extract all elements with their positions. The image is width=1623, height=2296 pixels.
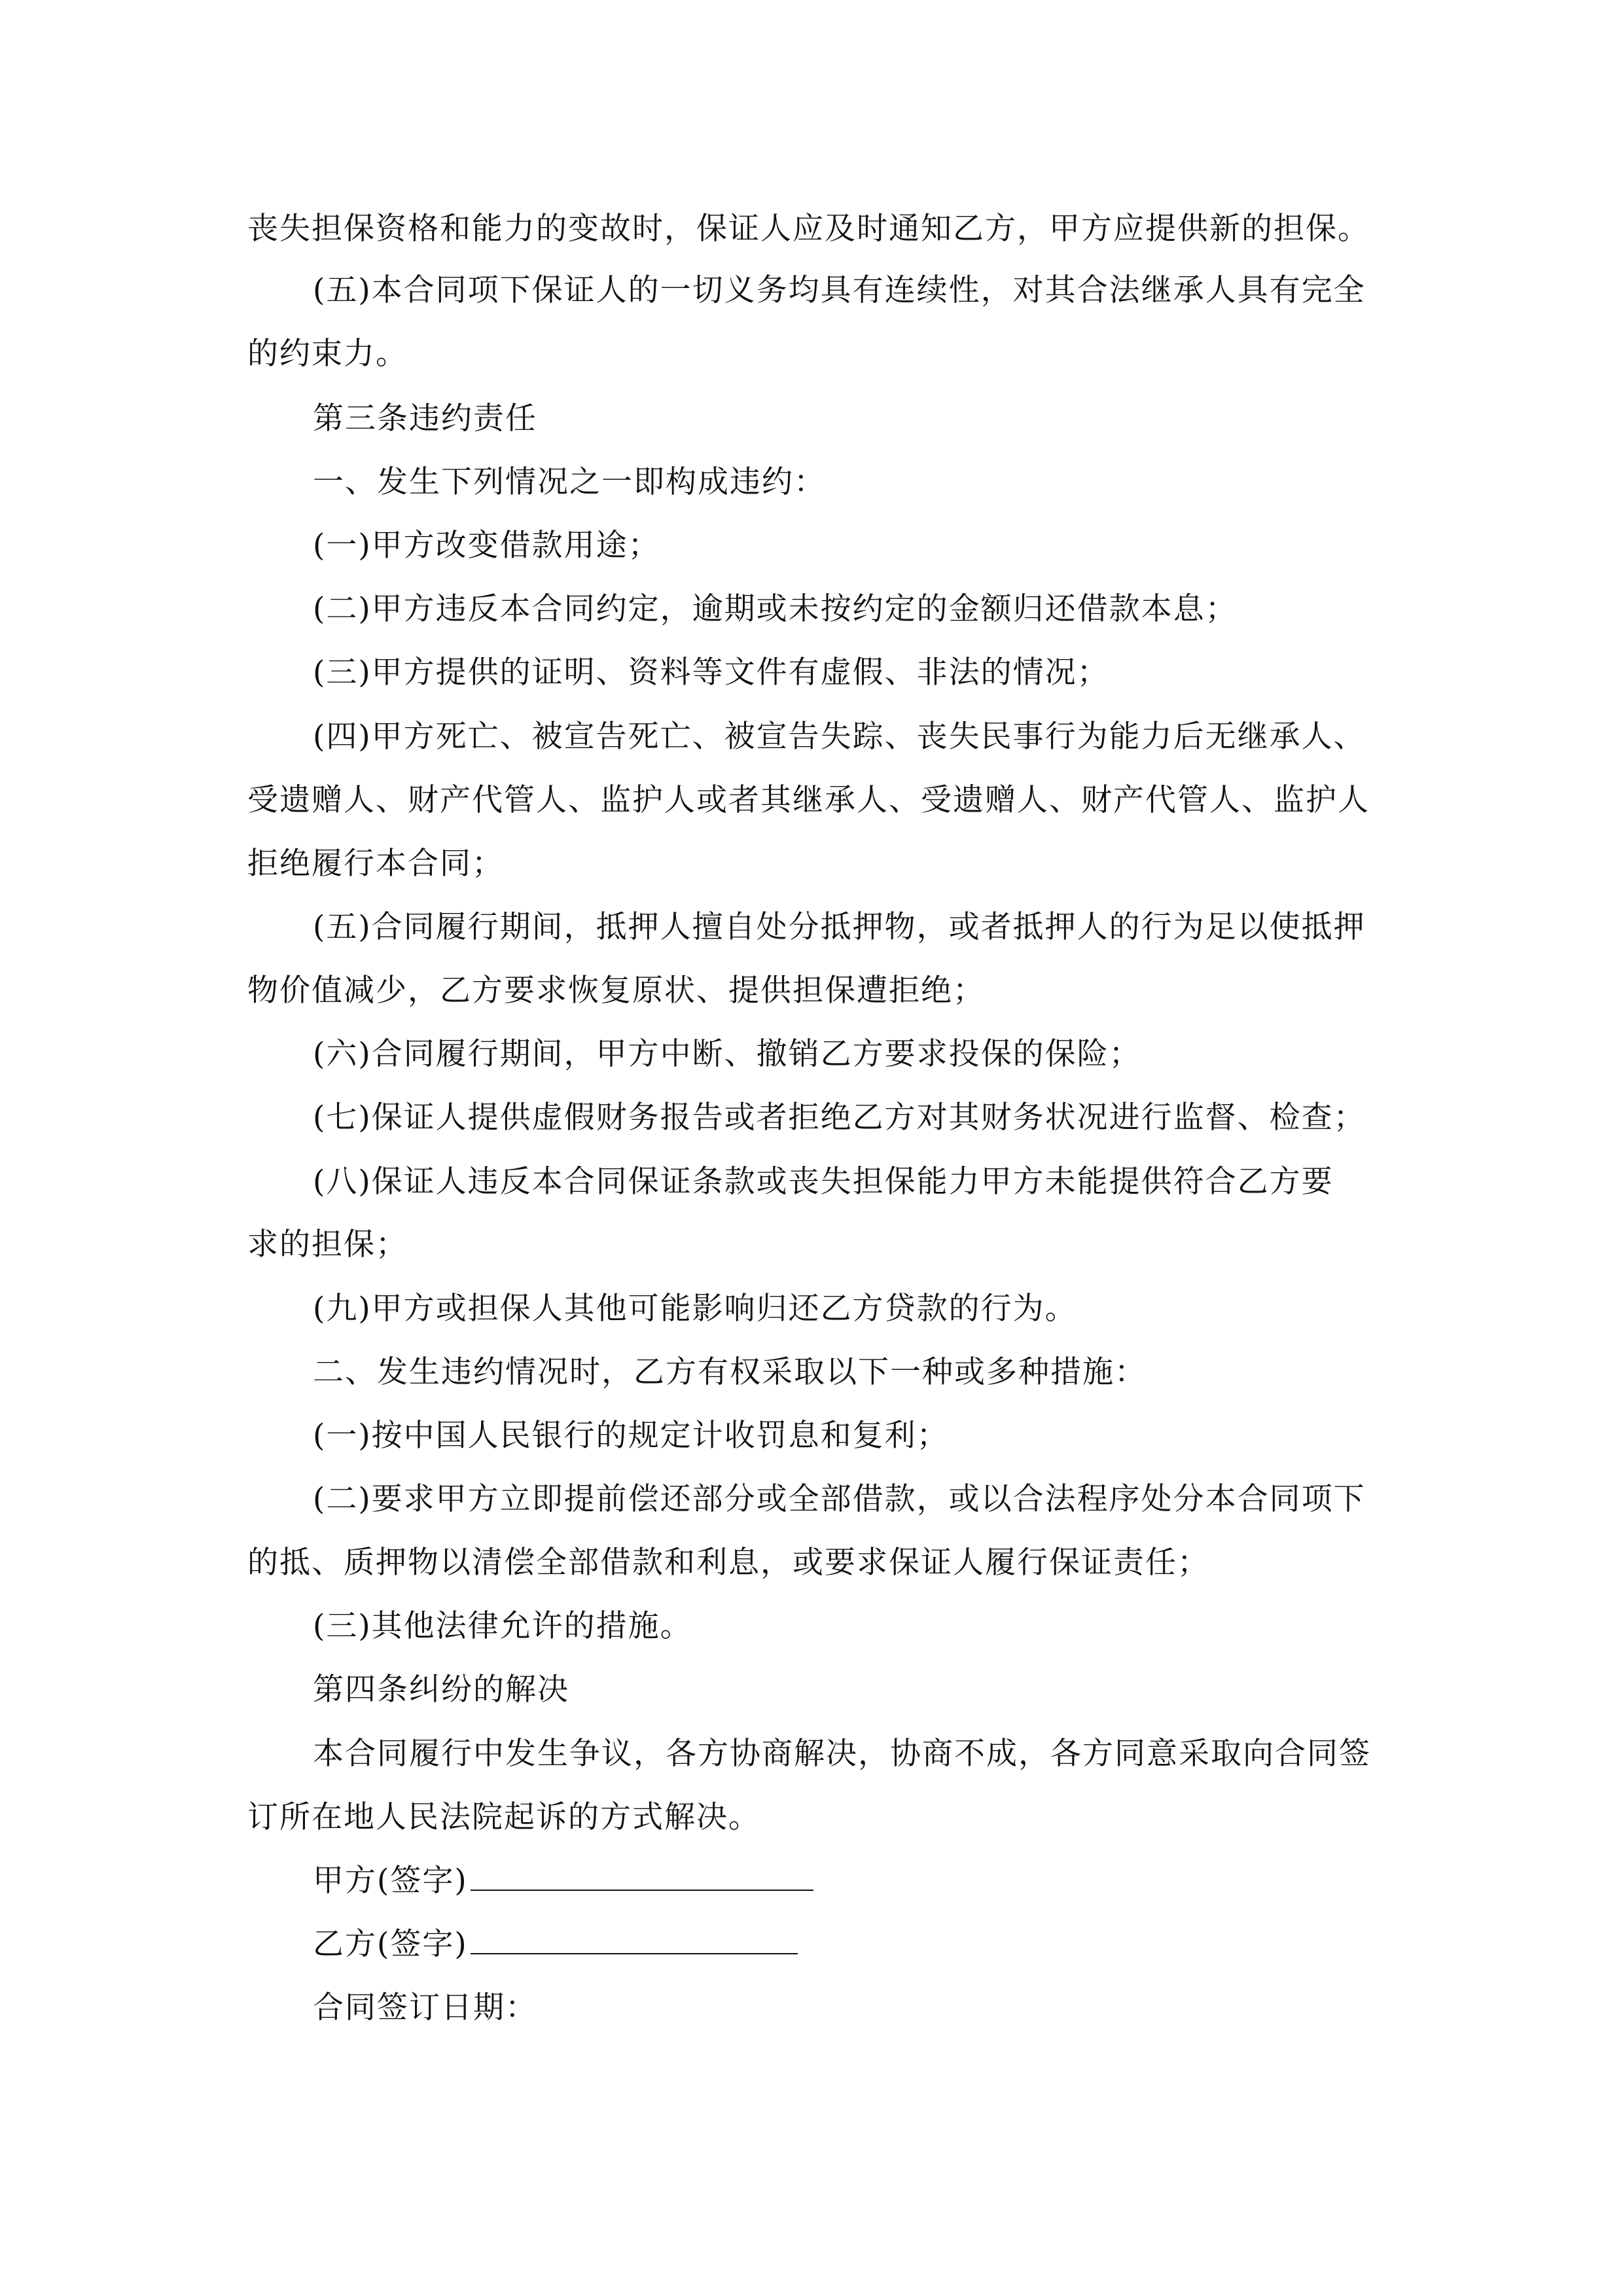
list-item: (三)其他法律允许的措施。 (313, 1608, 692, 1644)
paragraph-line: 的抵、质押物以清偿全部借款和利息，或要求保证人履行保证责任； (247, 1545, 1209, 1581)
list-item: (三)甲方提供的证明、资料等文件有虚假、非法的情况； (313, 655, 1109, 691)
list-item: (六)合同履行期间，甲方中断、撤销乙方要求投保的保险； (313, 1036, 1141, 1072)
paragraph-line: 一、发生下列情况之一即构成违约： (313, 464, 826, 500)
party-b-signature-row (313, 1924, 798, 1965)
paragraph-line: 受遗赠人、财产代管人、监护人或者其继承人、受遗赠人、财产代管人、监护人 (247, 782, 1370, 818)
paragraph-line: 的约束力。 (247, 336, 408, 372)
party-a-label: 甲方(签字) (313, 1863, 468, 1899)
list-item: (八)保证人违反本合同保证条款或丧失担保能力甲方未能提供符合乙方要 (313, 1164, 1334, 1200)
contract-date-label: 合同签订日期： (313, 1990, 537, 2026)
list-item: (九)甲方或担保人其他可能影响归还乙方贷款的行为。 (313, 1291, 1077, 1327)
paragraph-line: 订所在地人民法院起诉的方式解决。 (247, 1799, 760, 1835)
paragraph-line: 本合同履行中发生争议，各方协商解决，协商不成，各方同意采取向合同签 (313, 1736, 1371, 1772)
paragraph-line: (五)本合同项下保证人的一切义务均具有连续性，对其合法继承人具有完全 (313, 272, 1366, 308)
party-b-label: 乙方(签字) (313, 1926, 468, 1962)
list-item: (一)甲方改变借款用途； (313, 528, 660, 564)
paragraph-line: 丧失担保资格和能力的变故时，保证人应及时通知乙方，甲方应提供新的担保。 (247, 211, 1370, 247)
paragraph-line: 拒绝履行本合同； (247, 846, 504, 882)
list-item: (一)按中国人民银行的规定计收罚息和复利； (313, 1418, 949, 1454)
list-item: (二)要求甲方立即提前偿还部分或全部借款，或以合法程序处分本合同项下 (313, 1481, 1366, 1517)
paragraph-line: 物价值减少，乙方要求恢复原状、提供担保遭拒绝； (247, 973, 985, 1009)
list-item: (四)甲方死亡、被宣告死亡、被宣告失踪、丧失民事行为能力后无继承人、 (313, 719, 1366, 755)
list-item: (七)保证人提供虚假财务报告或者拒绝乙方对其财务状况进行监督、检查； (313, 1100, 1366, 1136)
section-heading: 第四条纠纷的解决 (313, 1672, 569, 1708)
section-heading: 第三条违约责任 (313, 401, 537, 437)
paragraph-line: 二、发生违约情况时，乙方有权采取以下一种或多种措施： (313, 1354, 1147, 1390)
party-a-signature-row (313, 1860, 813, 1902)
list-item: (五)合同履行期间，抵押人擅自处分抵押物，或者抵押人的行为足以使抵押 (313, 909, 1366, 945)
party-a-signature-line (471, 1863, 813, 1891)
party-b-signature-line (471, 1927, 798, 1954)
list-item: (二)甲方违反本合同约定，逾期或未按约定的金额归还借款本息； (313, 591, 1238, 627)
paragraph-line: 求的担保； (247, 1227, 408, 1263)
